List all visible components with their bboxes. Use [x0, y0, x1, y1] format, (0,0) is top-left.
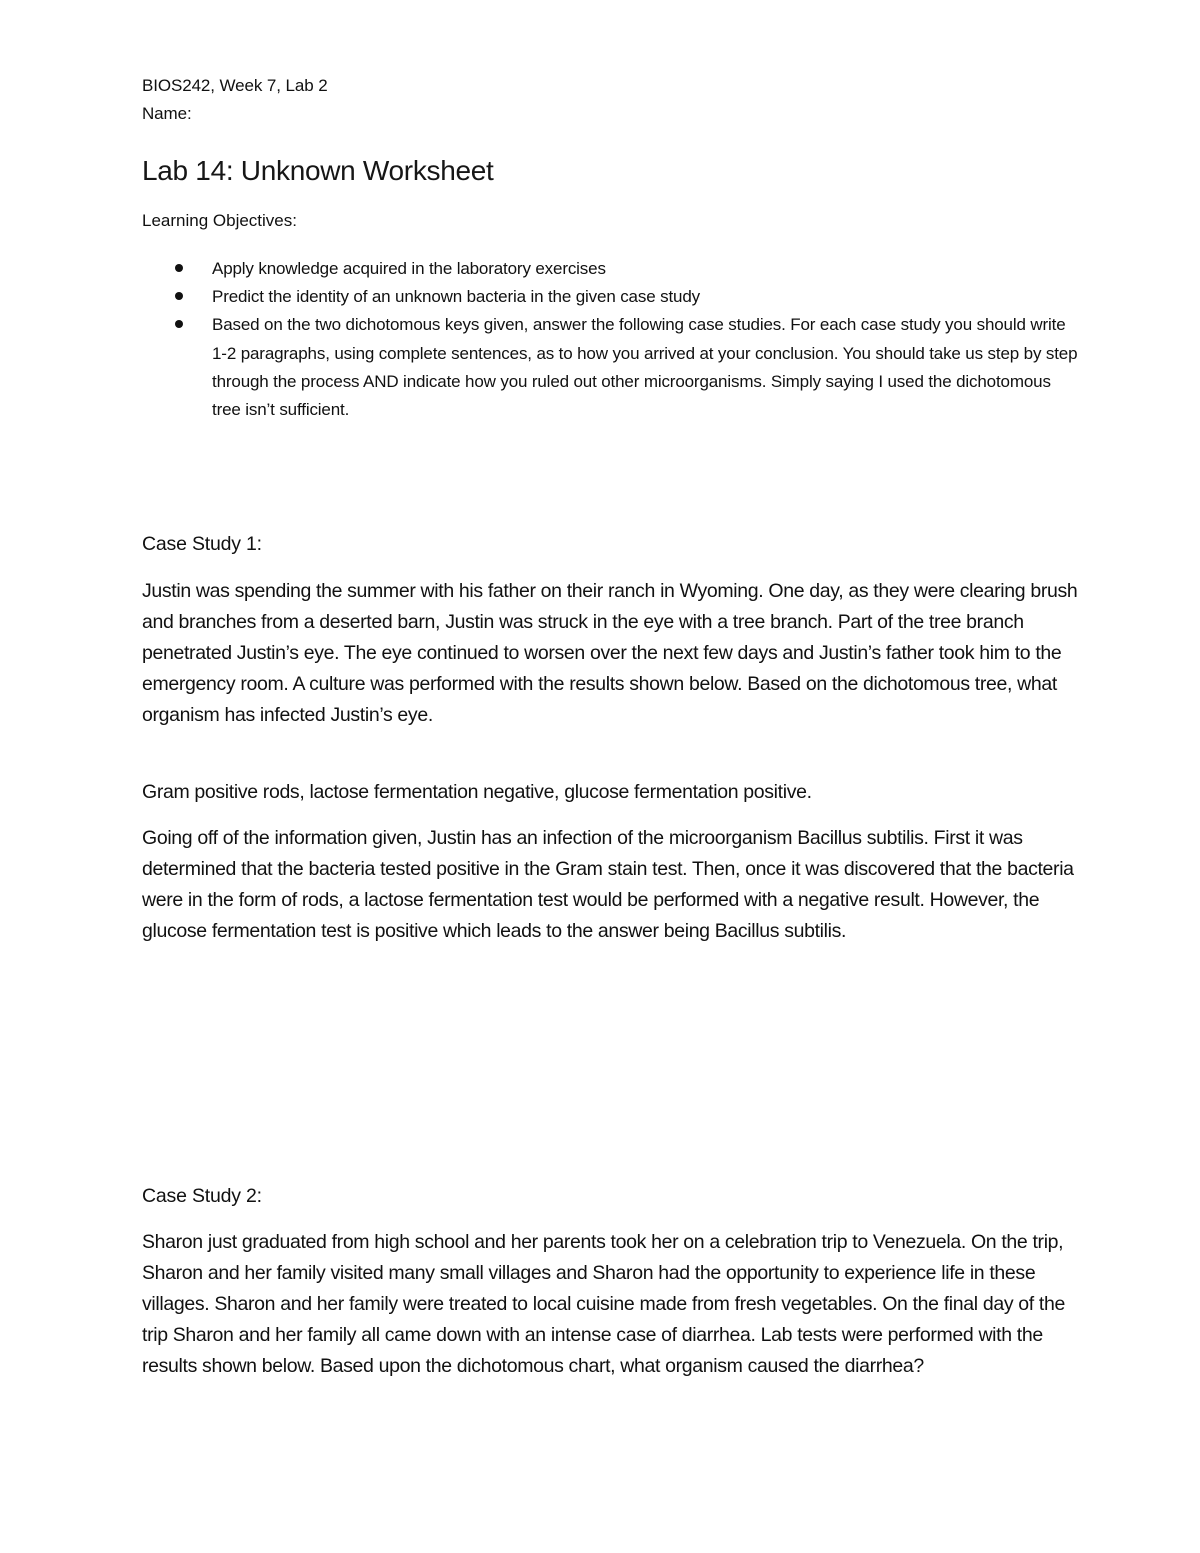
course-line: BIOS242, Week 7, Lab 2 — [142, 76, 328, 95]
case-study-2-heading: Case Study 2: — [142, 1185, 262, 1207]
objective-text: Predict the identity of an unknown bacteria in the given case study — [212, 287, 700, 307]
bullet-icon — [175, 320, 183, 328]
case-study-2-scenario: Sharon just graduated from high school and her parents took her on a celebration trip to Venezuela. On the trip, Sharon and her family visited many small villages and Sharon had the opportunity to experience life in these villages. Sharon and her family were treated to local cuisine made from fresh vegetables. On the final day of the trip Sharon and her family all came down with an intense case of diarrhea. Lab tests were performed with the results shown below. Based upon the dichotomous chart, what organism caused the diarrhea? — [142, 1231, 1065, 1377]
objectives-list — [142, 255, 1082, 424]
objective-text: Apply knowledge acquired in the laboratory exercises — [212, 259, 606, 278]
case-study-1-heading: Case Study 1: — [142, 533, 262, 555]
page-title: Lab 14: Unknown Worksheet — [142, 155, 494, 186]
name-line: Name: — [142, 104, 192, 123]
objectives-label: Learning Objectives: — [142, 211, 297, 230]
objective-item — [142, 283, 1082, 311]
objective-text: Based on the two dichotomous keys given, answer the following case studies. For each case study you should write 1-2 paragraphs, using complete sentences, as to how you arrived at your conclusion. You should take us step by step through the process AND indicate how you ruled out other microorganisms. Simply saying I used the dichotomous tree isn’t sufficient. — [212, 315, 1078, 420]
case-study-1-results: Gram positive rods, lactose fermentation negative, glucose fermentation positive. — [142, 781, 812, 803]
objective-item — [142, 255, 1082, 283]
case-study-1-answer: Going off of the information given, Justin has an infection of the microorganism Bacillus subtilis. First it was determined that the bacteria tested positive in the Gram stain test. Then, once it was discovered that the bacteria were in the form of rods, a lactose fermentation test would be performed with a negative result. However, the glucose fermentation test is positive which leads to the answer being Bacillus subtilis. — [142, 827, 1074, 942]
bullet-icon — [175, 264, 183, 272]
objective-item — [142, 311, 1082, 424]
case-study-1-scenario: Justin was spending the summer with his father on their ranch in Wyoming. One day, as they were clearing brush and branches from a deserted barn, Justin was struck in the eye with a tree branch. Part of the tree branch penetrated Justin’s eye. The eye continued to worsen over the next few days and Justin’s father took him to the emergency room. A culture was performed with the results shown below. Based on the dichotomous tree, what organism has infected Justin’s eye. — [142, 580, 1078, 726]
bullet-icon — [175, 292, 183, 300]
